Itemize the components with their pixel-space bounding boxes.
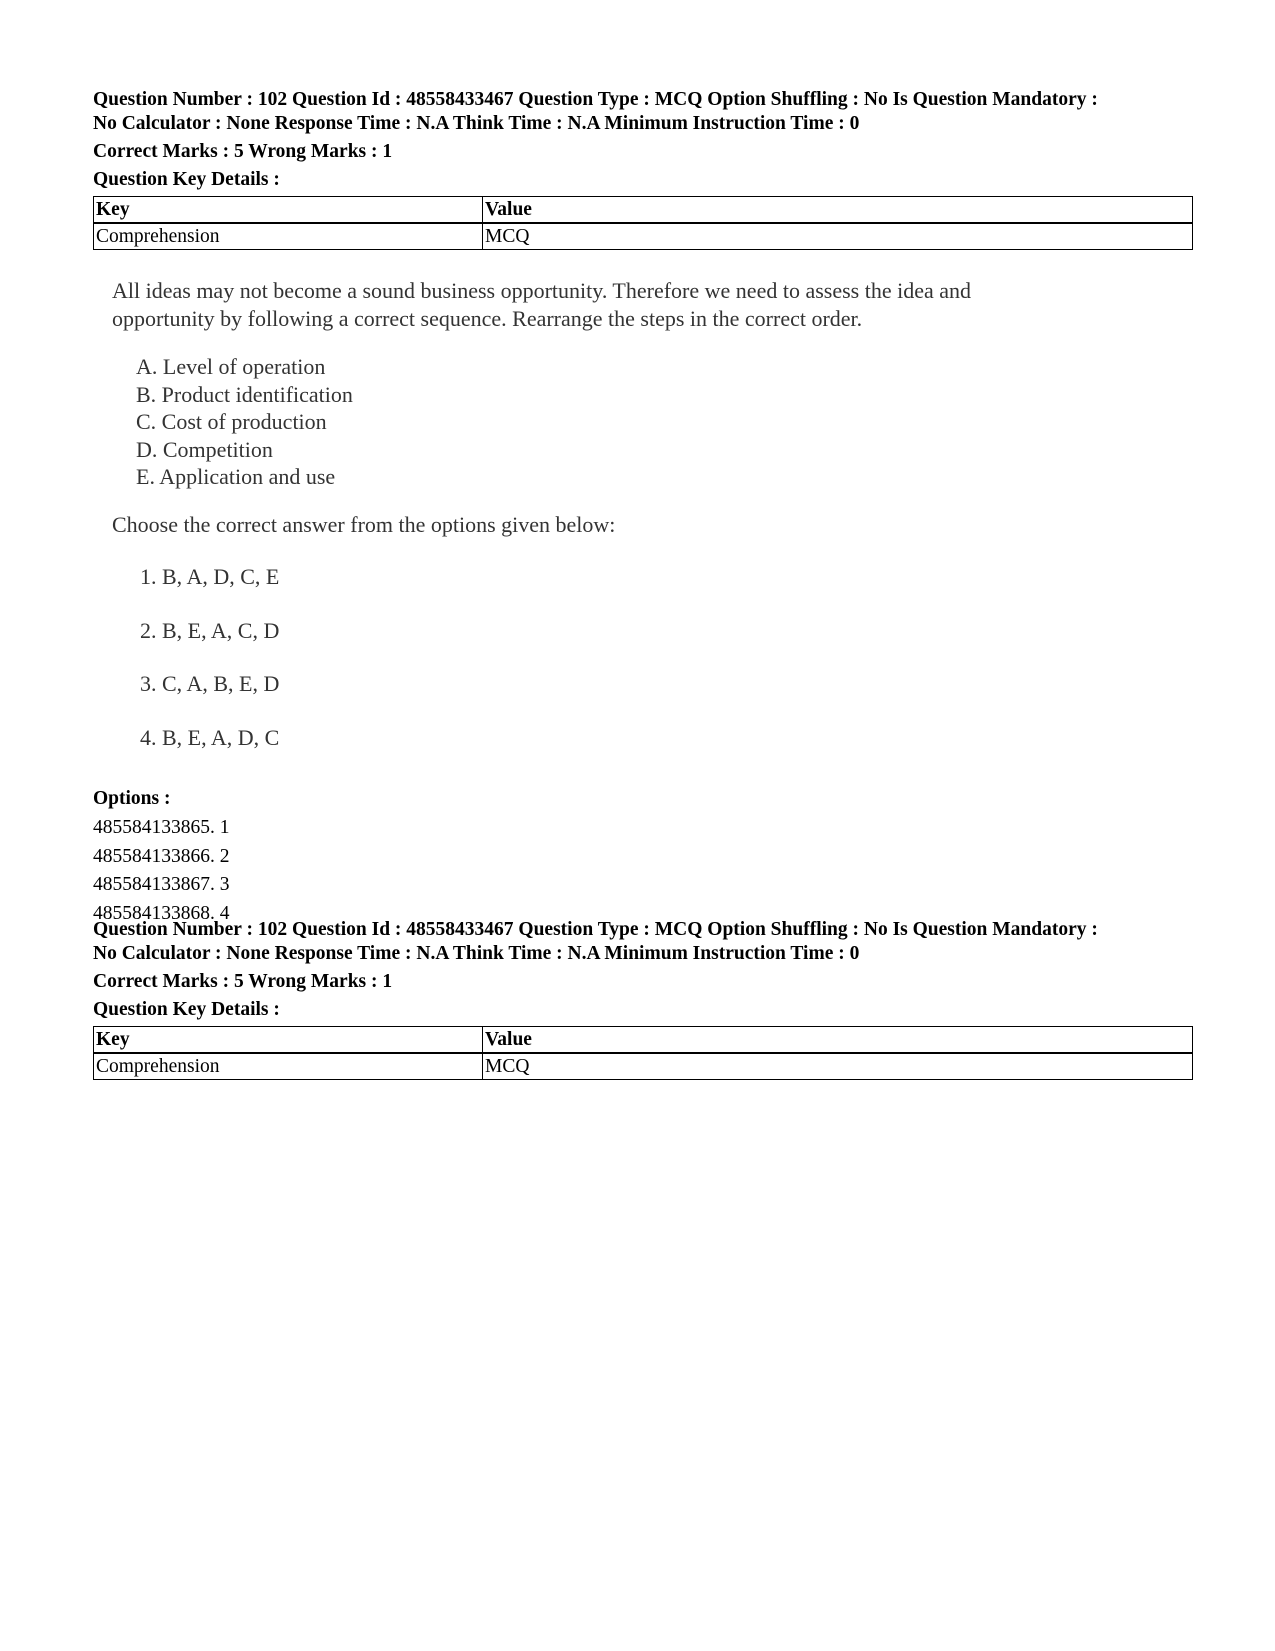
key-details-label: Question Key Details : — [93, 169, 280, 190]
steps-list — [112, 353, 1072, 491]
option-item: 485584133868. 4 — [93, 903, 230, 925]
answer-choice: 2. B, E, A, C, D — [140, 617, 280, 643]
question-content — [112, 277, 1072, 777]
question-header-1 — [93, 88, 1193, 250]
choose-instruction: Choose the correct answer from the options given below: — [112, 511, 616, 537]
table-cell-value: MCQ — [483, 1053, 1193, 1080]
marks-line: Correct Marks : 5 Wrong Marks : 1 — [93, 971, 393, 992]
header-line-2: No Calculator : None Response Time : N.A Think Time : N.A Minimum Instruction Time : 0 — [93, 943, 860, 964]
option-item: 485584133866. 2 — [93, 845, 230, 867]
answer-choices — [112, 563, 1072, 777]
table-cell-key: Comprehension — [94, 223, 483, 250]
table-header-key: Key — [94, 1027, 483, 1054]
list-item: D. Competition — [136, 436, 273, 462]
options-label: Options : — [93, 788, 171, 809]
table-cell-value: MCQ — [483, 223, 1193, 250]
table-header-value: Value — [483, 1027, 1193, 1054]
table-header-value: Value — [483, 197, 1193, 224]
question-header-2 — [93, 918, 1193, 1080]
answer-choice: 4. B, E, A, D, C — [140, 724, 280, 750]
key-details-table — [93, 1026, 1193, 1080]
question-paragraph-line-2: opportunity by following a correct sequence. Rearrange the steps in the correct order. — [112, 306, 863, 331]
table-cell-key: Comprehension — [94, 1053, 483, 1080]
answer-choice: 3. C, A, B, E, D — [140, 671, 280, 697]
table-row — [94, 1053, 1193, 1080]
option-item: 485584133865. 1 — [93, 816, 230, 838]
list-item: A. Level of operation — [136, 354, 326, 379]
options-block — [93, 785, 230, 929]
table-header-key: Key — [94, 197, 483, 224]
header-line-2: No Calculator : None Response Time : N.A Think Time : N.A Minimum Instruction Time : 0 — [93, 113, 860, 134]
header-line-1: Question Number : 102 Question Id : 48558433467 Question Type : MCQ Option Shuffling : No Is Question Mandatory : — [93, 89, 1098, 110]
table-row — [94, 223, 1193, 250]
key-details-label: Question Key Details : — [93, 999, 280, 1020]
table-header-row — [94, 1027, 1193, 1054]
list-item: E. Application and use — [136, 464, 336, 490]
question-paragraph-line-1: All ideas may not become a sound business opportunity. Therefore we need to assess the idea and — [112, 278, 971, 303]
key-details-table — [93, 196, 1193, 250]
header-line-1: Question Number : 102 Question Id : 48558433467 Question Type : MCQ Option Shuffling : No Is Question Mandatory : — [93, 919, 1098, 940]
list-item: C. Cost of production — [136, 409, 327, 435]
marks-line: Correct Marks : 5 Wrong Marks : 1 — [93, 141, 393, 162]
option-item: 485584133867. 3 — [93, 874, 230, 896]
answer-choice: 1. B, A, D, C, E — [140, 563, 280, 589]
table-header-row — [94, 197, 1193, 224]
list-item: B. Product identification — [136, 381, 353, 407]
